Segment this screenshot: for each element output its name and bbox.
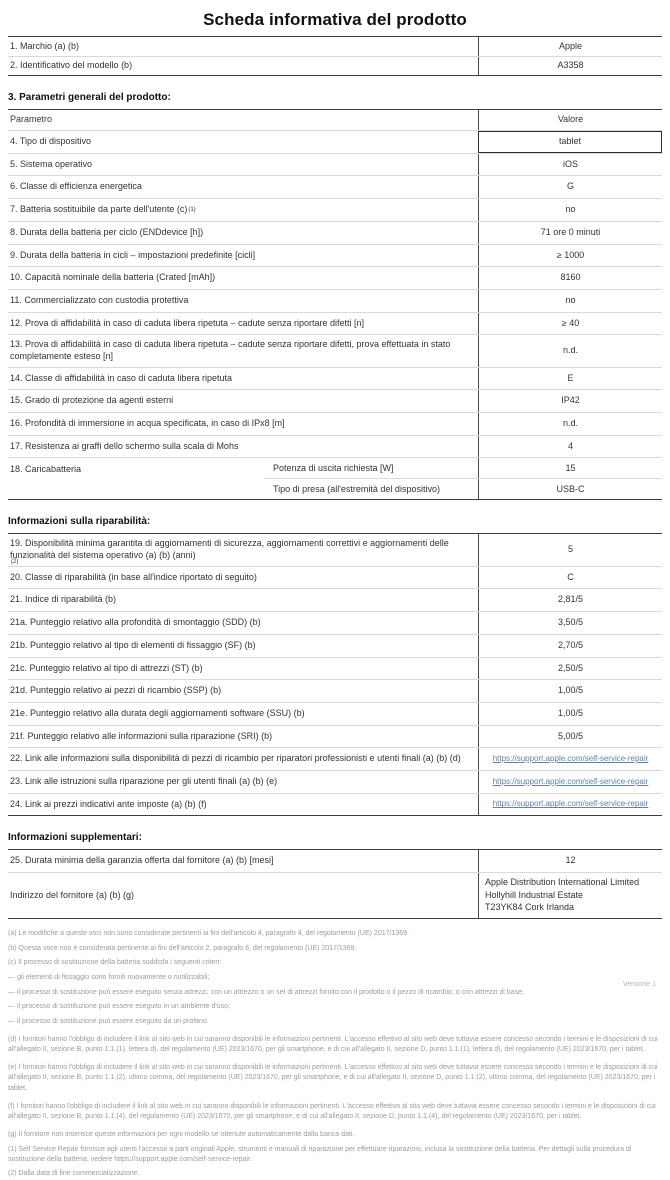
supplier-address-line: Apple Distribution International Limited <box>485 877 640 887</box>
row-value: 2,50/5 <box>478 658 662 680</box>
row-label: 6. Classe di efficienza energetica <box>10 181 142 192</box>
table-row-supplier <box>8 873 662 918</box>
table-header-row <box>8 110 662 131</box>
supplier-address-line: Hollyhill Industrial Estate <box>485 889 584 900</box>
row-label: 21d. Punteggio relativo ai pezzi di ricambio (SSP) (b) <box>10 685 222 696</box>
table-row-link <box>8 794 662 816</box>
table-row <box>8 313 662 336</box>
row-label: 9. Durata della batteria in cicli – impostazioni predefinite [cicli] <box>10 249 256 260</box>
row-label: 1. Marchio (a) (b) <box>10 40 80 51</box>
general-parameters-table <box>8 109 662 500</box>
table-row <box>8 176 662 199</box>
table-row <box>8 267 662 290</box>
row-label: 21c. Punteggio relativo al tipo di attrezzi (ST) (b) <box>10 662 203 673</box>
row-value: n.d. <box>478 413 662 435</box>
row-label: Indirizzo del fornitore (a) (b) (g) <box>10 889 135 900</box>
table-row <box>8 612 662 635</box>
row-value: ≥ 1000 <box>478 245 662 267</box>
footnote-criterion: — il processo di sostituzione può essere eseguito in un ambiente d'uso; <box>8 1003 230 1011</box>
row-value: E <box>478 368 662 390</box>
row-label: 10. Capacità nominale della batteria (Crated [mAh]) <box>10 272 216 283</box>
charger-sub-table <box>265 458 662 499</box>
row-value: 2,70/5 <box>478 635 662 657</box>
section-heading-general: 3. Parametri generali del prodotto: <box>8 92 171 104</box>
row-value: iOS <box>478 154 662 176</box>
row-value: n.d. <box>478 335 662 366</box>
row-label: 17. Resistenza ai graffi dello schermo sulla scala di Mohs <box>10 440 239 451</box>
sub-row-label: Tipo di presa (all'estremità del dispositivo) <box>273 484 440 495</box>
row-value <box>478 794 662 816</box>
table-row-link <box>8 748 662 771</box>
row-label: 5. Sistema operativo <box>10 158 93 169</box>
row-label: 15. Grado di protezione da agenti esterni <box>10 395 174 406</box>
row-value: A3358 <box>478 57 662 76</box>
table-row <box>8 589 662 612</box>
row-value: no <box>478 199 662 221</box>
row-value: 2,81/5 <box>478 589 662 611</box>
footnote: (g) Il fornitore non inserisce queste informazioni per ogni modello se ottenute automaticamente dalla banca dati. <box>8 1131 355 1139</box>
footnote-criterion: — il processo di sostituzione può essere eseguito da un profano. <box>8 1017 209 1025</box>
column-header-parametro: Parametro <box>10 114 53 125</box>
row-label: 23. Link alle istruzioni sulla riparazione per gli utenti finali (a) (b) (e) <box>10 775 278 786</box>
repairability-table <box>8 533 662 816</box>
table-row <box>8 199 662 222</box>
table-row-charger <box>8 458 662 499</box>
sub-row-value: 15 <box>478 458 662 478</box>
table-row <box>8 850 662 873</box>
footnote: (d) I fornitori hanno l'obbligo di includere il link al sito web in cui saranno disponibili le informazioni pertinenti. L'accesso effettivo al sito web deve tuttavia essere concesso secondo i termini e le disposizioni di cui all'allegato II, sezione B, punto 1.1.(1), lettera d), del regolamento (UE) 2023/1670, per gli smartphone, e di cui all'allegato II, sezione D, punto 1.1.(1), lettera d), del regolamento (UE) 2023/1670, per i tablet. <box>8 1036 658 1054</box>
row-value: G <box>478 176 662 198</box>
row-value: 4 <box>478 436 662 458</box>
footnote: (f) I fornitori hanno l'obbligo di includere il link al sito web in cui saranno disponibili le informazioni pertinenti. L'accesso effettivo al sito web deve tuttavia essere concesso secondo i termini e le disposizioni di cui all'allegato II, sezione B, punto 1.1.(4), del regolamento (UE) 2023/1670, per gli smartphone, e di cui all'allegato II, sezione D, punto 1.1.(4), del regolamento (UE) 2023/1670, per i tablet. <box>8 1102 656 1120</box>
supplier-address <box>478 873 662 918</box>
row-label: 11. Commercializzato con custodia protettiva <box>10 294 189 305</box>
row-value: ≥ 40 <box>478 313 662 335</box>
table-row <box>8 436 662 459</box>
row-label: 12. Prova di affidabilità in caso di caduta libera ripetuta – cadute senza riportare difetti [n] <box>10 317 365 328</box>
table-row <box>8 658 662 681</box>
row-value: no <box>478 290 662 312</box>
row-label: 21. Indice di riparabilità (b) <box>10 594 117 605</box>
row-label: 18. Caricabatteria <box>10 464 82 475</box>
column-header-valore: Valore <box>478 110 662 130</box>
footnotes <box>8 929 662 1180</box>
charger-sub-row <box>265 479 662 499</box>
row-value <box>478 748 662 770</box>
row-label: 16. Profondità di immersione in acqua specificata, in caso di IPx8 [m] <box>10 418 285 428</box>
row-label: 8. Durata della batteria per ciclo (ENDdevice [h]) <box>10 226 204 237</box>
row-label: 4. Tipo di dispositivo <box>10 136 92 147</box>
row-label: 24. Link ai prezzi indicativi ante imposte (a) (b) (f) <box>10 798 207 809</box>
table-row-device-type <box>8 131 662 154</box>
row-label: 14. Classe di affidabilità in caso di caduta libera ripetuta <box>10 372 232 383</box>
row-label: 2. Identificativo del modello (b) <box>10 60 133 71</box>
table-row <box>8 726 662 749</box>
row-value: C <box>478 567 662 589</box>
table-row <box>8 368 662 391</box>
self-service-repair-link[interactable]: https://support.apple.com/self-service-repair <box>492 799 649 809</box>
table-row <box>8 567 662 590</box>
table-row <box>8 703 662 726</box>
table-row <box>8 413 662 436</box>
footnote: (e) I fornitori hanno l'obbligo di includere il link al sito web in cui saranno disponibili le informazioni pertinenti. L'accesso effettivo al sito web deve tuttavia essere concesso secondo i termini e le disposizioni di cui all'allegato II, sezione B, punto 1.1.(2), ultimo comma, del regolamento (UE) 2023/1670, per gli smartphone, e di cui all'allegato II, sezione D, punto 1.1.(2), ultimo comma, del regolamento (UE) 2023/1670, per i tablet. <box>8 1064 658 1092</box>
table-row <box>8 290 662 313</box>
section-heading-supplementary: Informazioni supplementari: <box>8 832 142 844</box>
row-label: 13. Prova di affidabilità in caso di caduta libera ripetuta – cadute senza riportare difetti, prova effettuata in stato completamente esteso [n] <box>10 339 451 361</box>
self-service-repair-link[interactable]: https://support.apple.com/self-service-repair <box>492 753 649 763</box>
row-label: 21b. Punteggio relativo al tipo di elementi di fissaggio (SF) (b) <box>10 639 256 650</box>
row-value: IP42 <box>478 390 662 412</box>
table-row <box>8 37 662 57</box>
row-label: 25. Durata minima della garanzia offerta dal fornitore (a) (b) [mesi] <box>10 855 274 866</box>
version-label: Versione 1 <box>622 981 656 988</box>
table-row <box>8 534 662 566</box>
charger-sub-row <box>265 458 662 479</box>
sub-row-label: Potenza di uscita richiesta [W] <box>273 463 394 474</box>
row-value: 5,00/5 <box>478 726 662 748</box>
footnote-criterion: — gli elementi di fissaggio sono forniti nuovamente o riutilizzabili; <box>8 973 210 981</box>
section-heading-repairability: Informazioni sulla riparabilità: <box>8 516 151 528</box>
supplementary-table <box>8 849 662 919</box>
table-row <box>8 335 662 367</box>
table-row <box>8 635 662 658</box>
table-row <box>8 390 662 413</box>
row-label: 20. Classe di riparabilità (in base all'indice riportato di seguito) <box>10 571 257 582</box>
row-value <box>478 771 662 793</box>
footnote: (b) Questa voce non è considerata pertinente ai fini dell'articolo 2, paragrafo 6, del regolamento (UE) 2017/1369. <box>8 944 357 952</box>
row-value: 71 ore 0 minuti <box>478 222 662 244</box>
row-label: 19. Disponibilità minima garantita di aggiornamenti di sicurezza, aggiornamenti correttivi e aggiornamenti delle funzionalità del sistema operativo (a) (b) (anni) (2) <box>10 538 449 565</box>
row-value: 12 <box>478 850 662 872</box>
row-value: Apple <box>478 37 662 56</box>
row-value: 1,00/5 <box>478 703 662 725</box>
table-row <box>8 245 662 268</box>
row-label: 7. Batteria sostituibile da parte dell'utente (c) (1) <box>10 204 196 215</box>
row-label: 21a. Punteggio relativo alla profondità di smontaggio (SDD) (b) <box>10 617 261 628</box>
table-row <box>8 57 662 76</box>
row-value: 8160 <box>478 267 662 289</box>
footnote: (a) Le modifiche a queste voci non sono considerate pertinenti ai fini dell'articolo 4, paragrafo 4, del regolamento (UE) 2017/1369. <box>8 930 409 938</box>
row-value: 1,00/5 <box>478 680 662 702</box>
row-label: 21f. Punteggio relativo alle informazioni sulla riparazione (SRI) (b) <box>10 730 273 741</box>
row-label: 22. Link alle informazioni sulla disponibilità di pezzi di ricambio per riparatori professionisti e utenti finali (a) (b) (d) <box>10 753 461 764</box>
footnote: (c) Il processo di sostituzione della batteria soddisfa i seguenti criteri: <box>8 959 222 967</box>
identity-table <box>8 36 662 76</box>
table-row <box>8 680 662 703</box>
footnote-criterion: — il processo di sostituzione può essere eseguito senza attrezzi, con un attrezzo o un set di attrezzi fornito con il prodotto o il pezzo di ricambio, o con attrezzi di base; <box>8 988 524 996</box>
row-value: 3,50/5 <box>478 612 662 634</box>
row-label: 21e. Punteggio relativo alla durata degli aggiornamenti software (SSU) (b) <box>10 707 305 718</box>
row-value: 5 <box>478 534 662 565</box>
table-row <box>8 154 662 177</box>
table-row <box>8 222 662 245</box>
footnote: (1) Self Service Repair fornisce agli utenti l'accesso a parti originali Apple, strumenti e manuali di riparazione per effettuare riparazioni, inclusa la sostituzione della batteria. Per dettagli sulla procedura di sostituzione della batteria, vedere https://support.apple.com/self-service-repair. <box>8 1145 632 1163</box>
page-title: Scheda informativa del prodotto <box>203 10 467 29</box>
self-service-repair-link[interactable]: https://support.apple.com/self-service-repair <box>492 776 649 786</box>
row-value-highlighted: tablet <box>478 131 662 153</box>
supplier-address-line: T23YK84 Cork Irlanda <box>485 902 575 913</box>
footnote: (2) Dalla data di fine commercializzazione. <box>8 1170 140 1178</box>
sub-row-value: USB-C <box>478 479 662 499</box>
table-row-link <box>8 771 662 794</box>
